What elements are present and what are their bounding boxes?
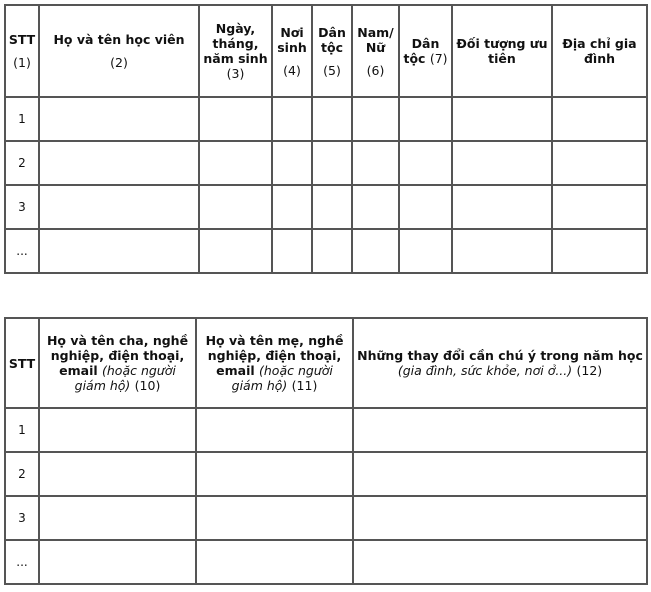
cell bbox=[312, 141, 352, 185]
cell bbox=[312, 185, 352, 229]
cell bbox=[272, 97, 312, 141]
header-mother-info: Họ và tên mẹ, nghề nghiệp, điện thoại, email (hoặc người giám hộ) (11) bbox=[196, 318, 353, 408]
cell bbox=[199, 185, 272, 229]
header-stt: STT bbox=[5, 318, 39, 408]
cell bbox=[353, 540, 647, 584]
cell bbox=[399, 229, 452, 273]
cell bbox=[452, 97, 552, 141]
cell bbox=[399, 141, 452, 185]
header-notable-changes: Những thay đổi cần chú ý trong năm học (gia đình, sức khỏe, nơi ở...) (12) bbox=[353, 318, 647, 408]
cell bbox=[196, 452, 353, 496]
cell bbox=[196, 408, 353, 452]
cell bbox=[452, 185, 552, 229]
cell bbox=[39, 408, 196, 452]
cell bbox=[399, 97, 452, 141]
cell bbox=[39, 229, 199, 273]
header-date-of-birth: Ngày, tháng, năm sinh (3) bbox=[199, 5, 272, 97]
header-home-address: Địa chỉ gia đình bbox=[552, 5, 647, 97]
table-row bbox=[5, 97, 647, 141]
row-number: 1 bbox=[5, 408, 39, 452]
header-birthplace: Nơi sinh (4) bbox=[272, 5, 312, 97]
table-row bbox=[5, 540, 647, 584]
cell bbox=[552, 97, 647, 141]
table-row bbox=[5, 452, 647, 496]
cell bbox=[199, 229, 272, 273]
cell bbox=[199, 97, 272, 141]
cell bbox=[399, 185, 452, 229]
table-row bbox=[5, 185, 647, 229]
header-ethnicity: Dân tộc (5) bbox=[312, 5, 352, 97]
cell bbox=[552, 185, 647, 229]
row-number: 3 bbox=[5, 185, 39, 229]
row-number: ... bbox=[5, 229, 39, 273]
cell bbox=[552, 141, 647, 185]
cell bbox=[352, 97, 399, 141]
header-father-info: Họ và tên cha, nghề nghiệp, điện thoại, email (hoặc người giám hộ) (10) bbox=[39, 318, 196, 408]
row-number: 1 bbox=[5, 97, 39, 141]
cell bbox=[196, 496, 353, 540]
cell bbox=[312, 229, 352, 273]
cell bbox=[272, 141, 312, 185]
cell bbox=[452, 229, 552, 273]
cell bbox=[352, 185, 399, 229]
table-row bbox=[5, 141, 647, 185]
cell bbox=[39, 97, 199, 141]
cell bbox=[39, 452, 196, 496]
cell bbox=[272, 185, 312, 229]
row-number: 2 bbox=[5, 141, 39, 185]
table-row bbox=[5, 496, 647, 540]
cell bbox=[196, 540, 353, 584]
table-row bbox=[5, 229, 647, 273]
header-priority-group: Đối tượng ưu tiên bbox=[452, 5, 552, 97]
cell bbox=[353, 452, 647, 496]
cell bbox=[552, 229, 647, 273]
table1-header-row bbox=[5, 5, 647, 97]
cell bbox=[39, 496, 196, 540]
student-info-table bbox=[4, 4, 648, 274]
cell bbox=[452, 141, 552, 185]
cell bbox=[352, 141, 399, 185]
cell bbox=[352, 229, 399, 273]
cell bbox=[353, 496, 647, 540]
cell bbox=[39, 540, 196, 584]
row-number: 2 bbox=[5, 452, 39, 496]
cell bbox=[39, 141, 199, 185]
header-gender: Nam/ Nữ (6) bbox=[352, 5, 399, 97]
table-row bbox=[5, 408, 647, 452]
table2-header-row bbox=[5, 318, 647, 408]
header-ethnicity-2: Dân tộc (7) bbox=[399, 5, 452, 97]
header-stt: STT (1) bbox=[5, 5, 39, 97]
cell bbox=[199, 141, 272, 185]
cell bbox=[353, 408, 647, 452]
row-number: 3 bbox=[5, 496, 39, 540]
family-info-table bbox=[4, 317, 648, 585]
cell bbox=[272, 229, 312, 273]
header-student-name: Họ và tên học viên (2) bbox=[39, 5, 199, 97]
row-number: ... bbox=[5, 540, 39, 584]
cell bbox=[312, 97, 352, 141]
cell bbox=[39, 185, 199, 229]
